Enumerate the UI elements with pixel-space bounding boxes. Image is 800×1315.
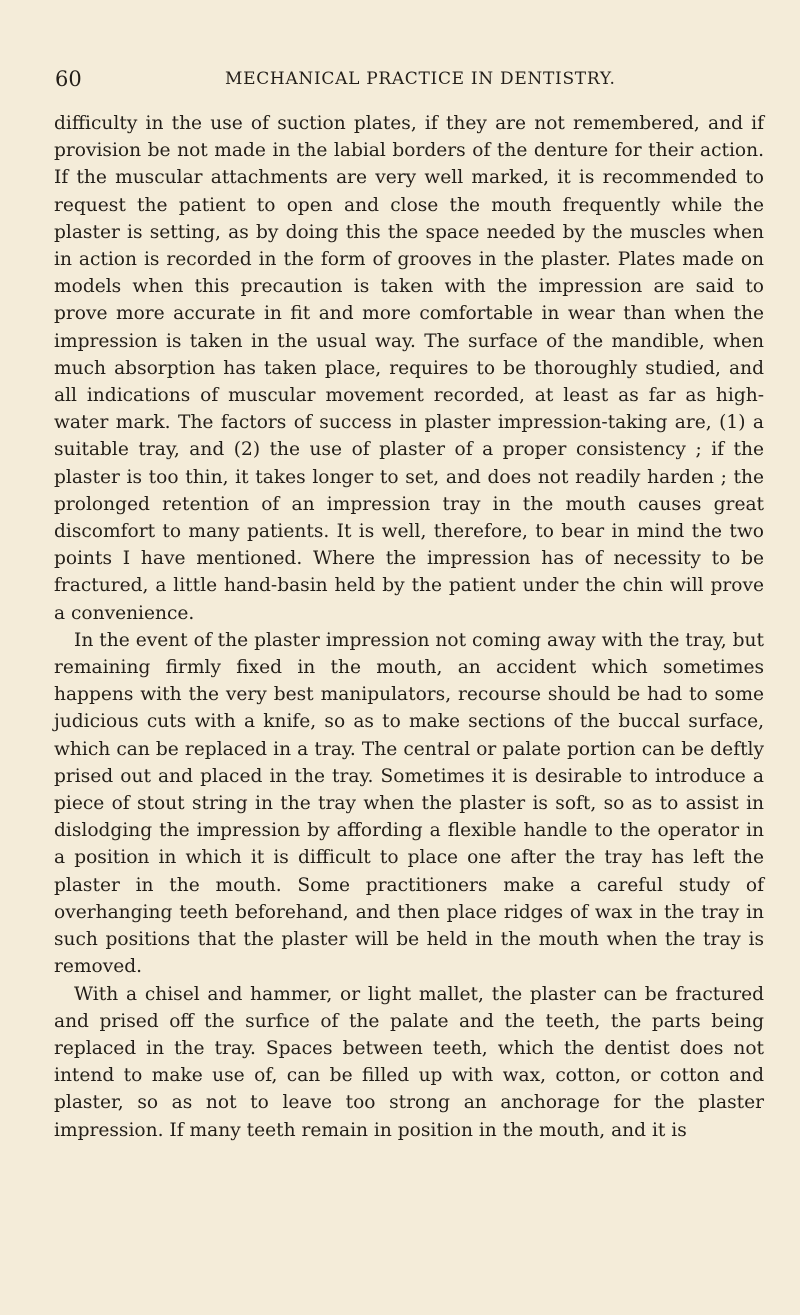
paragraph-plaster-not-coming-away: In the event of the plaster impression not coming away with the tray, but remaining firmly fixed in the mouth, an accident which sometimes happens with the very best manipulators, recourse should be had to some judicious cuts with a knife, so as to make sections of the buccal surface, which can be replaced in a tray. The central or palate portion can be deftly prised out and placed in the tray. Sometimes it is desirable to introduce a piece of stout string in the tray when the plaster is soft, so as to assist in dislodging the impression by affording a flexible handle to the operator in a position in which it is difficult to place one after the tray has left the plaster in the mouth. Some practitioners make a careful study of overhanging teeth beforehand, and then place ridges of wax in the tray in such positions that the plaster will be held in the mouth when the tray is removed. [54,629,764,978]
page-number: 60 [55,67,82,91]
paragraph-continued: difficulty in the use of suction plates, if they are not remembered, and if provision be not made in the labial borders of the denture for their action. If the muscular attachments are very well marked, it is recommended to request the patient to open and close the mouth frequently while the plaster is setting, as by doing this the space needed by the muscles when in action is recorded in the form of grooves in the plaster. Plates made on models when this precaution is taken with the impression are said to prove more accurate in fit and more comfortable in wear than when the impression is taken in the usual way. The surface of the mandible, when much absorption has taken place, requires to be thoroughly studied, and all indications of muscular movement recorded, at least as far as high-water mark. The factors of success in plaster impression-taking are, (1) a suitable tray, and (2) the use of plaster of a proper consistency ; if the plaster is too thin, it takes longer to set, and does not readily harden ; the prolonged retention of an impression tray in the mouth causes great discomfort to many patients. It is well, therefore, to bear in mind the two points I have mentioned. Where the impression has of necessity to be fractured, a little hand-basin held by the patient under the chin will prove a convenience. [54,113,764,624]
running-head: MECHANICAL PRACTICE IN DENTISTRY. [225,69,616,89]
body-text [54,110,764,1144]
page-header [55,64,758,94]
paragraph-chisel-and-hammer: With a chisel and hammer, or light mallet, the plaster can be fractured and prised off the surfıce of the palate and the teeth, the parts being replaced in the tray. Spaces between teeth, which the dentist does not intend to make use of, can be filled up with wax, cotton, or cotton and plaster, so as not to leave too strong an anchorage for the plaster impression. If many teeth remain in position in the mouth, and it is [54,983,764,1141]
